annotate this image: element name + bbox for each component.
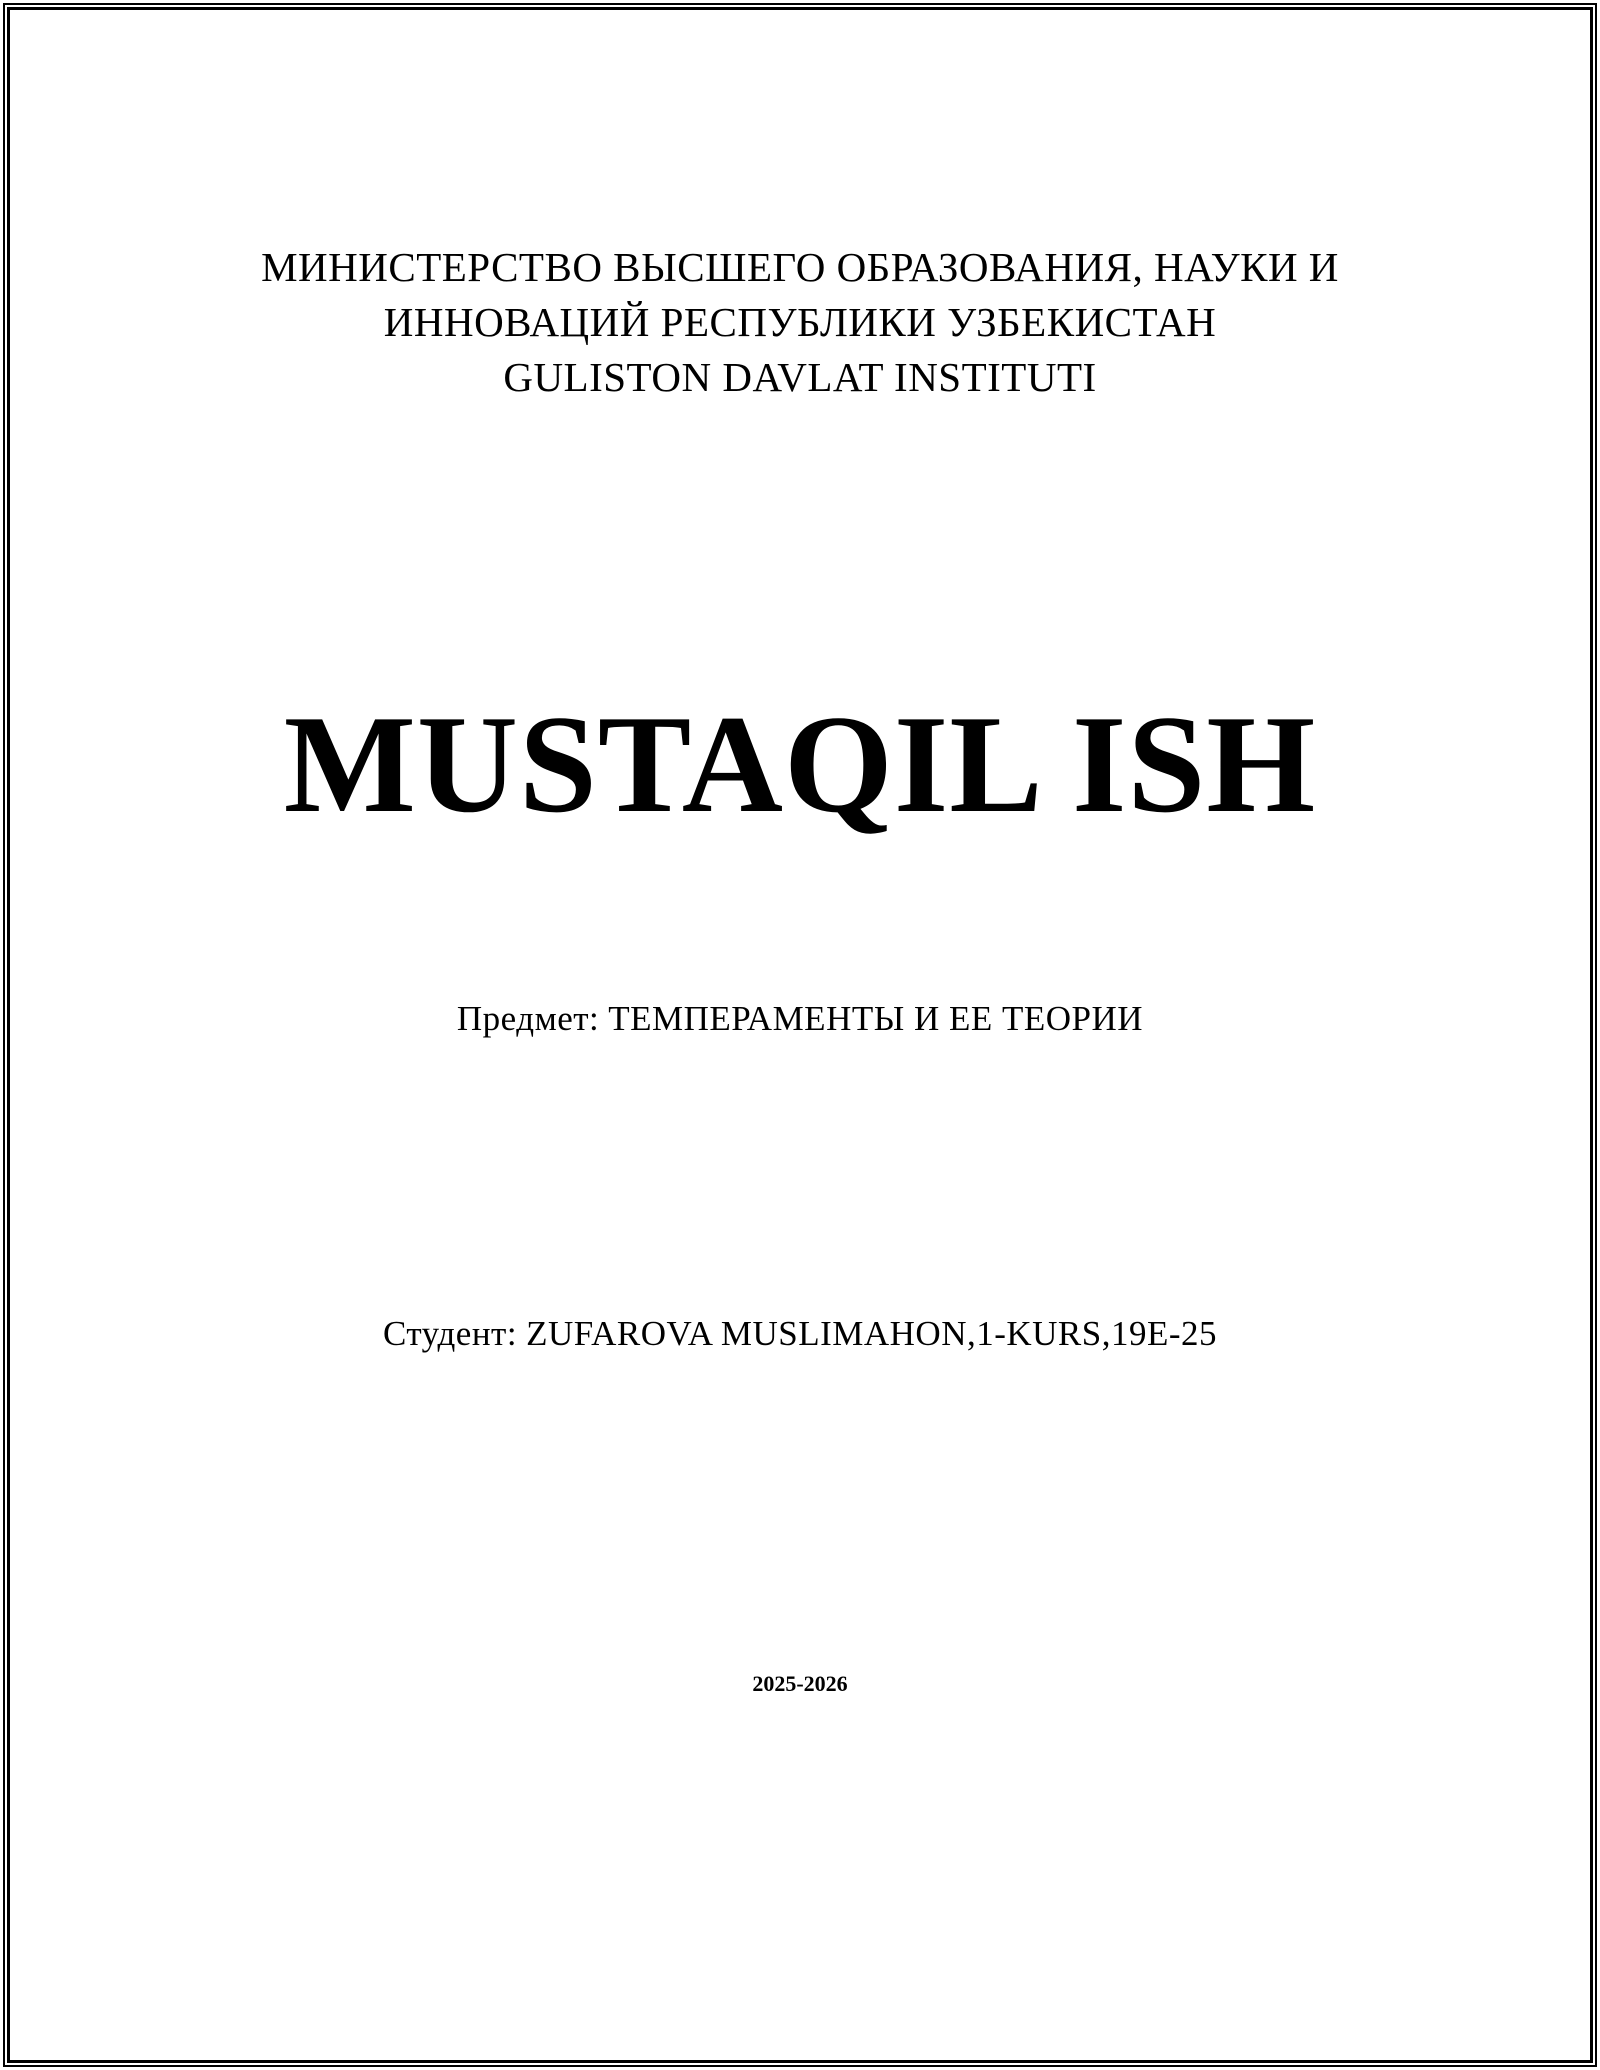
subject-value: ТЕМПЕРАМЕНТЫ И ЕЕ ТЕОРИИ <box>608 999 1144 1038</box>
ministry-header <box>0 240 1600 405</box>
subject-label: Предмет: <box>456 999 600 1038</box>
academic-year: 2025-2026 <box>752 1671 848 1696</box>
ministry-line-2: ИННОВАЦИЙ РЕСПУБЛИКИ УЗБЕКИСТАН <box>383 299 1217 345</box>
institute-name: GULISTON DAVLAT INSTITUTI <box>503 354 1097 400</box>
student-label: Студент: <box>382 1314 518 1353</box>
subject-line <box>0 1001 1600 1036</box>
student-value: ZUFAROVA MUSLIMAHON,1-KURS,19E-25 <box>526 1314 1218 1353</box>
ministry-line-1: МИНИСТЕРСТВО ВЫСШЕГО ОБРАЗОВАНИЯ, НАУКИ И <box>261 244 1339 290</box>
student-line <box>0 1316 1600 1351</box>
document-title: MUSTAQIL ISH <box>283 687 1317 842</box>
